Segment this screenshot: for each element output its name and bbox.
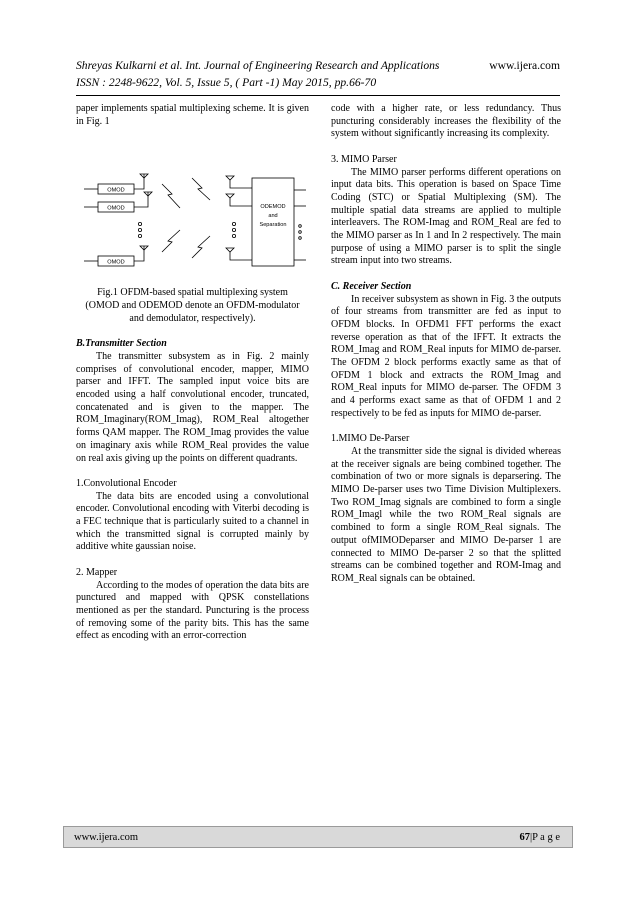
body-paragraph: The data bits are encoded using a convolutional encoder. Convolutional encoding with Viterbi decoding is a FEC technique that is particularly suited to a channel in which the transmitted signal is corrupted mainly by additive white gaussian noise. bbox=[76, 490, 309, 553]
subsection-heading: 3. MIMO Parser bbox=[331, 153, 397, 165]
omod-label: OMOD bbox=[107, 187, 125, 194]
body-paragraph: At the transmitter side the signal is divided whereas at the receiver signals are being combined together. The combination of two or more signals is deparsering. The MIMO De-parser uses two Time Division Multiplexers. Two ROM_Imag signals are combined to form a single ROM_Imagl while the two ROM_Real signals are combined to form a single ROM_Real signals. The output ofMIMODeparser and MIMO De-parser 1 are connected to MIMO De-parser 2 so that the splitted streams can be combined together and ROM-Imag and ROM_Real signals can be obtained. bbox=[331, 445, 561, 584]
header-website[interactable]: www.ijera.com bbox=[489, 59, 560, 72]
page-footer bbox=[63, 826, 573, 848]
caption-line: Fig.1 OFDM-based spatial multiplexing system bbox=[97, 287, 288, 299]
rx-antenna-icon bbox=[226, 176, 234, 180]
header-rule bbox=[76, 95, 560, 96]
figure-caption bbox=[76, 287, 309, 325]
odemod-label: ODEMOD bbox=[260, 204, 286, 211]
caption-line: and demodulator, respectively). bbox=[129, 312, 256, 324]
page-number bbox=[520, 832, 561, 843]
section-heading: B.Transmitter Section bbox=[76, 338, 167, 350]
body-paragraph: The MIMO parser performs different operations on input data bits. This operation is based on Space Time Coding (STC) or Spatial Multiplexing (SM). The multiple spatial data streams are applied to multiple interleavers. The ROM-Imag and ROM_Real are fed to the MIMO parser as In 1 and In 2 respectively. The main purpose of using a MIMO parser is to split the single stream input into two streams. bbox=[331, 166, 561, 267]
rx-antenna-icon bbox=[226, 248, 234, 252]
spatial-multiplexing-diagram bbox=[76, 168, 309, 278]
body-paragraph: According to the modes of operation the data bits are punctured and mapped with QPSK constellations mentioned as per the standard. Puncturing is the process of removing some of the parity bits. This has the same effect as encoding with an error-correction bbox=[76, 579, 309, 642]
channel-link-icon bbox=[162, 184, 180, 208]
subsection-heading: 1.Convolutional Encoder bbox=[76, 477, 177, 489]
page-word: |P a g e bbox=[530, 831, 560, 843]
page-header bbox=[76, 57, 560, 91]
odemod-label: Separation bbox=[259, 222, 287, 229]
figure-1 bbox=[76, 168, 309, 278]
body-paragraph: code with a higher rate, or less redundancy. Thus puncturing considerably increases the flexibility of the system without significantly increasing its complexity. bbox=[331, 103, 561, 140]
subsection-heading: 1.MIMO De-Parser bbox=[331, 433, 410, 445]
left-column bbox=[76, 103, 309, 643]
intro-paragraph: paper implements spatial multiplexing scheme. It is given in Fig. 1 bbox=[76, 103, 309, 127]
rx-antenna-icon bbox=[226, 194, 234, 198]
odemod-label: and bbox=[268, 213, 278, 220]
omod-label: OMOD bbox=[107, 205, 125, 212]
omod-label: OMOD bbox=[107, 259, 125, 266]
issn-line: ISSN : 2248-9622, Vol. 5, Issue 5, ( Part -1) May 2015, pp.66-70 bbox=[76, 76, 377, 89]
body-paragraph: The transmitter subsystem as in Fig. 2 mainly comprises of convolutional encoder, mapper, MIMO parser and IFFT. The sampled input voice bits are encoded using a half convolutional encoder, truncated, concatenated and is given to the mapper. The ROM_Imaginary(ROM_Imag), ROM_Real altogether forms QAM mapper. The ROM_Imag provides the value on imaginary axis while ROM_Real provides the value on real axis giving up the points on different quadrants. bbox=[76, 350, 309, 464]
channel-link-icon bbox=[192, 236, 210, 258]
channel-link-icon bbox=[162, 230, 180, 252]
body-paragraph: In receiver subsystem as shown in Fig. 3 the outputs of four streams from transmitter are fed as input to OFDM blocks. In OFDM1 FFT performs the exact reverse operation as that of the IFFT. It extracts the ROM_Imag and ROM_Real inputs for MIMO de-parser. The OFDM 2 block performs exactly same as that of OFDM 1 block and extracts the ROM_Imag and ROM_Real inputs for MIMO de-parser. The OFDM 3 and 4 performs exact same as that of OFDM 1 and 2 respectively to be fed as inputs for MIMO de-parser. bbox=[331, 293, 561, 419]
journal-citation: Shreyas Kulkarni et al. Int. Journal of Engineering Research and Applications bbox=[76, 59, 440, 72]
channel-link-icon bbox=[192, 178, 210, 200]
caption-line: (OMOD and ODEMOD denote an OFDM-modulator bbox=[85, 300, 300, 312]
subsection-heading: 2. Mapper bbox=[76, 566, 118, 578]
right-column bbox=[331, 103, 561, 586]
page-number-value: 67 bbox=[519, 831, 530, 843]
section-heading: C. Receiver Section bbox=[331, 280, 412, 292]
footer-website[interactable]: www.ijera.com bbox=[74, 831, 139, 843]
